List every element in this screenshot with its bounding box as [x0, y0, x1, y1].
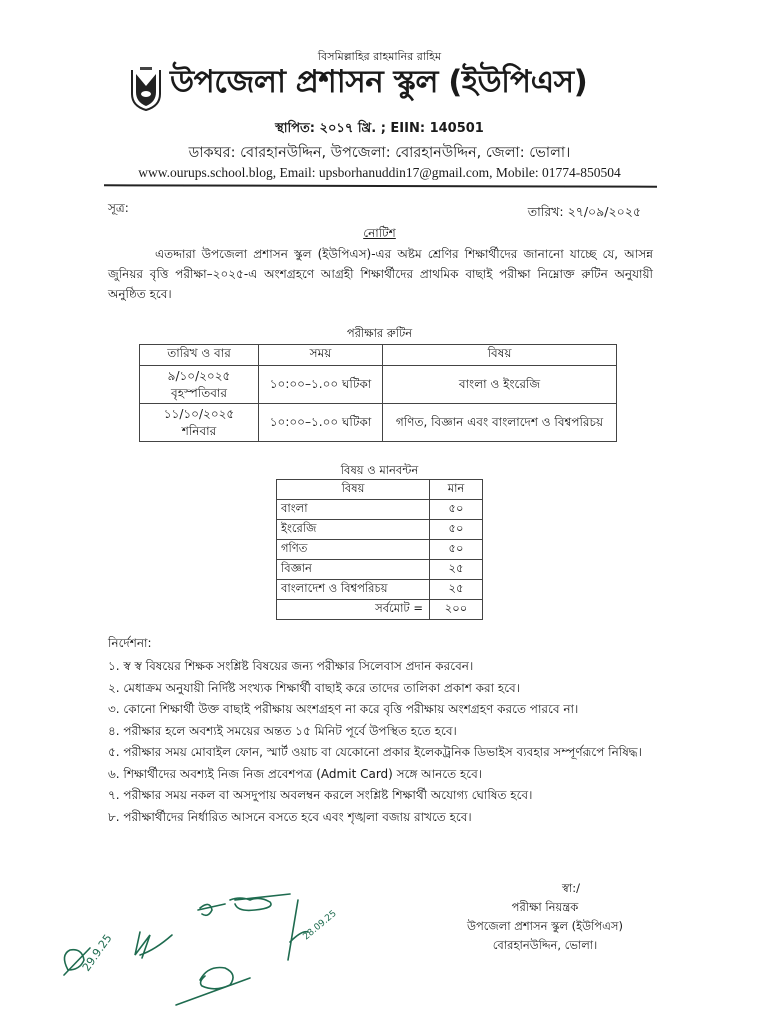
routine-subject-cell: বাংলা ও ইংরেজি — [383, 366, 617, 404]
marks-cell: ২৫ — [430, 580, 483, 600]
table-row — [140, 404, 617, 442]
direction-item: ৩. কোনো শিক্ষার্থী উক্ত বাছাই পরীক্ষায় অংশগ্রহণ না করে বৃত্তি পরীক্ষায় অংশগ্রহণ করতে পারবে না। — [108, 702, 579, 716]
established-eiin: স্থাপিত: ২০১৭ খ্রি. ; EIIN: 140501 — [275, 121, 484, 136]
signature-block — [432, 879, 658, 955]
school-name: উপজেলা প্রশাসন স্কুল (ইউপিএস) — [170, 64, 588, 100]
direction-item: ৫. পরীক্ষার সময় মোবাইল ফোন, স্মার্ট ওয়াচ বা যেকোনো প্রকার ইলেকট্রনিক ডিভাইস ব্যবহার সম্পূর্ণরূপে নিষিদ্ধ। — [108, 745, 642, 759]
direction-item: ৭. পরীক্ষার সময় নকল বা অসদুপায় অবলম্বন করলে সংশ্লিষ্ট শিক্ষার্থী অযোগ্য ঘোষিত হবে। — [108, 788, 533, 802]
subject-cell: বাংলাদেশ ও বিশ্বপরিচয় — [277, 580, 430, 600]
total-row — [277, 600, 483, 620]
handwritten-signatures — [40, 870, 420, 1020]
signature-1-date: 29.9.25 — [79, 931, 115, 974]
routine-title: পরীক্ষার রুটিন — [346, 326, 413, 340]
signatory-designation: পরীক্ষা নিয়ন্ত্রক — [511, 900, 579, 914]
marks-header-subject: বিষয় — [277, 480, 430, 500]
routine-time-cell: ১০:০০–১.০০ ঘটিকা — [259, 366, 383, 404]
signature-4-date: 28.09.25 — [301, 908, 339, 943]
table-row — [277, 540, 483, 560]
routine-date-cell — [140, 404, 259, 442]
marks-header-row — [277, 480, 483, 500]
directions-title: নির্দেশনা: — [108, 636, 152, 650]
marks-cell: ২৫ — [430, 560, 483, 580]
exam-date: ৯/১০/২০২৫ — [167, 368, 231, 383]
routine-header-subject: বিষয় — [383, 345, 617, 366]
marks-title: বিষয় ও মানবন্টন — [340, 463, 419, 477]
table-row — [277, 520, 483, 540]
marks-cell: ৫০ — [430, 540, 483, 560]
address-line: ডাকঘর: বোরহানউদ্দিন, উপজেলা: বোরহানউদ্দিন, জেলা: ভোলা। — [188, 145, 571, 161]
marks-cell: ৫০ — [430, 500, 483, 520]
table-row — [140, 366, 617, 404]
exam-day: শনিবার — [181, 423, 217, 438]
notice-body: এতদ্দারা উপজেলা প্রশাসন স্কুল (ইউপিএস)-এর অষ্টম শ্রেণির শিক্ষার্থীদের জানানো যাচ্ছে যে, আসন্ন জুনিয়র বৃত্তি পরীক্ষা–২০২৫-এ অংশগ্রহণে আগ্রহী শিক্ষার্থীদের প্রাথমিক বাছাই পরীক্ষা নিম্নোক্ত রুটিন অনুযায়ী অনুষ্ঠিত হবে। — [108, 247, 653, 301]
routine-subject-cell: গণিত, বিজ্ঞান এবং বাংলাদেশ ও বিশ্বপরিচয় — [383, 404, 617, 442]
subject-cell: ইংরেজি — [277, 520, 430, 540]
marks-cell: ৫০ — [430, 520, 483, 540]
subject-cell: বিজ্ঞান — [277, 560, 430, 580]
bismillah-text: বিসমিল্লাহির রাহমানির রাহিম — [317, 50, 442, 63]
direction-item: ৮. পরীক্ষার্থীদের নির্ধারিত আসনে বসতে হবে এবং শৃঙ্খলা বজায় রাখতে হবে। — [108, 809, 472, 824]
header-divider — [104, 184, 657, 187]
signature-2 — [135, 932, 172, 958]
table-row — [277, 580, 483, 600]
direction-item: ২. মেধাক্রম অনুযায়ী নির্দিষ্ট সংখ্যক শিক্ষার্থী বাছাই করে তাদের তালিকা প্রকাশ করা হবে। — [108, 680, 521, 695]
subject-cell: গণিত — [277, 540, 430, 560]
signature-5 — [176, 968, 250, 1006]
signatory-location: বোরহানউদ্দিন, ভোলা। — [492, 938, 598, 952]
notice-date: তারিখ: ২৭/০৯/২০২৫ — [527, 204, 641, 219]
routine-time-cell: ১০:০০–১.০০ ঘটিকা — [259, 404, 383, 442]
direction-item: ৬. শিক্ষার্থীদের অবশ্যই নিজ নিজ প্রবেশপত্র (Admit Card) সঙ্গে আনতে হবে। — [108, 766, 483, 781]
total-label: সর্বমোট = — [277, 600, 430, 620]
directions-list — [108, 656, 658, 828]
signature-1 — [64, 932, 115, 975]
school-crest-icon — [126, 64, 166, 112]
direction-item: ১. স্ব স্ব বিষয়ের শিক্ষক সংশ্লিষ্ট বিষয়ের জন্য পরীক্ষার সিলেবাস প্রদান করবেন। — [108, 659, 474, 673]
signature-3 — [198, 894, 290, 915]
total-value: ২০০ — [430, 600, 483, 620]
signature-mark: স্বা:/ — [561, 881, 581, 895]
routine-date-cell — [140, 366, 259, 404]
routine-header-date: তারিখ ও বার — [140, 345, 259, 366]
notice-title: নোটিশ — [363, 226, 396, 240]
routine-header-row — [140, 345, 617, 366]
exam-day: বৃহস্পতিবার — [171, 385, 227, 400]
exam-date: ১১/১০/২০২৫ — [163, 406, 235, 421]
reference-label: সূত্র: — [108, 201, 129, 215]
signature-4 — [288, 900, 308, 960]
table-row — [277, 500, 483, 520]
marks-header-marks: মান — [430, 480, 483, 500]
subject-cell: বাংলা — [277, 500, 430, 520]
marks-table — [276, 479, 483, 620]
direction-item: ৪. পরীক্ষার হলে অবশ্যই সময়ের অন্তত ১৫ মিনিট পূর্বে উপস্থিত হতে হবে। — [108, 723, 457, 738]
table-row — [277, 560, 483, 580]
routine-table — [139, 344, 617, 442]
contact-line: www.ourups.school.blog, Email: upsborhanuddin17@gmail.com, Mobile: 01774-850504 — [138, 165, 621, 180]
routine-header-time: সময় — [259, 345, 383, 366]
signatory-school: উপজেলা প্রশাসন স্কুল (ইউপিএস) — [467, 919, 623, 933]
